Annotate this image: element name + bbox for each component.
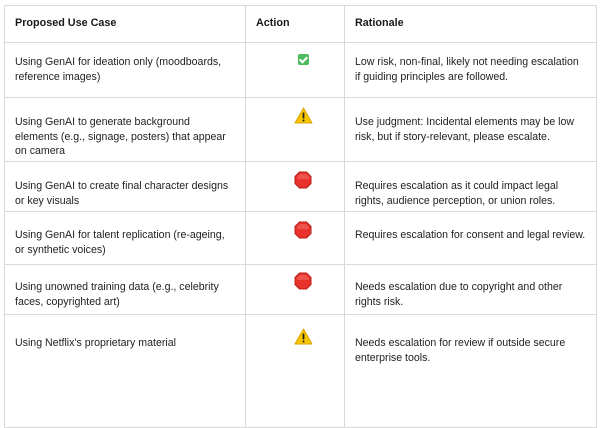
stop-sign-icon (294, 221, 312, 239)
use-case-cell (5, 43, 246, 98)
rationale-text: Requires escalation as it could impact legal rights, audience perception, or union roles. (355, 180, 559, 207)
table-row (5, 212, 597, 265)
stop-sign-icon (294, 272, 312, 290)
header-action: Action (246, 6, 345, 43)
warning-icon (294, 107, 313, 124)
table-row (5, 43, 597, 98)
use-case-table (4, 5, 597, 428)
use-case-text: Using unowned training data (e.g., celebrity faces, copyrighted art) (15, 281, 219, 308)
header-row (5, 6, 597, 43)
action-cell (246, 162, 345, 212)
rationale-cell (345, 43, 597, 98)
header-use-case: Proposed Use Case (5, 6, 246, 43)
rationale-cell (345, 315, 597, 428)
rationale-text: Needs escalation for review if outside secure enterprise tools. (355, 337, 566, 364)
stop-sign-icon (294, 171, 312, 189)
table-row (5, 162, 597, 212)
use-case-text: Using Netflix's proprietary material (15, 337, 176, 349)
green-check-icon (298, 54, 309, 65)
rationale-text: Needs escalation due to copyright and other rights risk. (355, 281, 563, 308)
rationale-cell (345, 265, 597, 315)
action-cell (246, 265, 345, 315)
use-case-text: Using GenAI for talent replication (re-ageing, or synthetic voices) (15, 229, 225, 256)
use-case-cell (5, 212, 246, 265)
action-cell (246, 315, 345, 428)
action-cell (246, 98, 345, 162)
use-case-text: Using GenAI for ideation only (moodboards, reference images) (15, 56, 222, 83)
rationale-text: Use judgment: Incidental elements may be low risk, but if story-relevant, please escalate. (355, 116, 575, 143)
action-cell (246, 212, 345, 265)
action-cell (246, 43, 345, 98)
use-case-cell (5, 162, 246, 212)
table-row (5, 98, 597, 162)
rationale-cell (345, 162, 597, 212)
table-row (5, 265, 597, 315)
use-case-cell (5, 315, 246, 428)
rationale-cell (345, 212, 597, 265)
rationale-text: Requires escalation for consent and legal review. (355, 229, 586, 241)
use-case-cell (5, 98, 246, 162)
use-case-text: Using GenAI to generate background elements (e.g., signage, posters) that appear on camera (15, 116, 226, 157)
warning-icon (294, 328, 313, 345)
rationale-cell (345, 98, 597, 162)
use-case-cell (5, 265, 246, 315)
table-row (5, 315, 597, 428)
use-case-text: Using GenAI to create final character designs or key visuals (15, 180, 229, 207)
rationale-text: Low risk, non-final, likely not needing escalation if guiding principles are followed. (355, 56, 579, 83)
header-rationale: Rationale (345, 6, 597, 43)
